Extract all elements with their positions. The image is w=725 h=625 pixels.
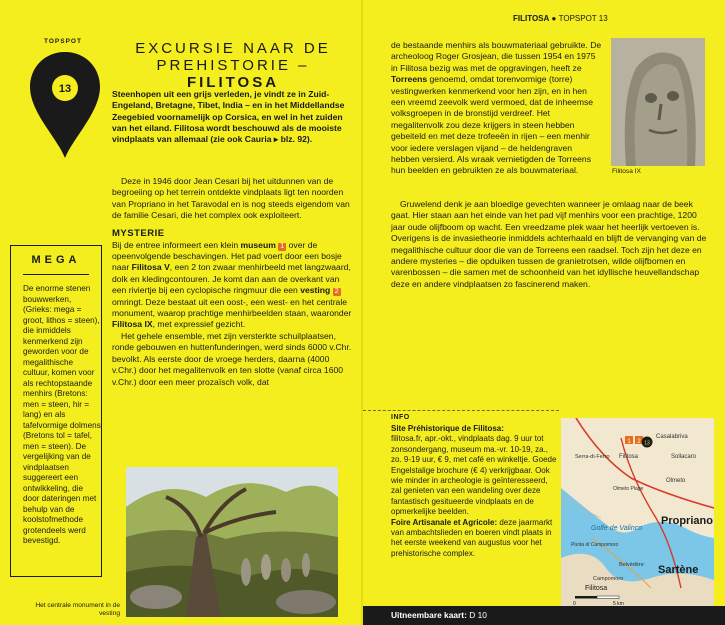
p2-filitosa-v: Filitosa V [131, 262, 170, 273]
r-p1-b: genoemd, omdat torenvormige (torre) vestingwerken kenmerkend voor hen zijn, en in hen een vreemd zeevolk werd vermoed, dat de inheemse volksgroepen in de bronstijd verdreef. Het megalitenvolk zou deze krijgers in steen hebben gebeiteld en met deze trofeeën in rijen – een menhir voor iedere verslagen vijand – de heldengraven hebben versierd. Als wraak vernietigden de Torreens hun beelden en gebruikten ze als bouwmateriaal. [391, 74, 594, 176]
map-marker-1-label: 1 [627, 439, 631, 445]
info-label: INFO [391, 414, 410, 421]
map-label-punta: Punta di Campomoro [571, 542, 619, 548]
map-label-serra-di-ferro: Serra-di-Ferro [575, 454, 610, 460]
header-place: FILITOSA [513, 14, 550, 23]
r-paragraph-1 [391, 40, 603, 177]
mega-text: De enorme stenen bouwwerken, (Grieks: mega = groot, lithos = steen), die inmiddels kenmerkend zijn geworden voor de megalithische cultuur, komen voor als rechtopstaande menhirs (Bretons: men = steen, hir = lang) en als tafelvormige dolmens (Bretons tol = tafel, men = steen). De vergelijking van de vindplaatsen suggereert een ontwikkeling, die door dateringen met behulp van de koolstofmethode grotendeels werd bevestigd. [23, 284, 101, 545]
info-entry-1 [391, 424, 559, 518]
location-pin-icon: ● [551, 14, 557, 23]
mega-sidebar-box [10, 245, 102, 577]
info-heading-1: Site Préhistorique de Filitosa: [391, 424, 504, 433]
p2-vesting: vesting [300, 285, 331, 296]
map-label-casalabriva: Casalabriva [656, 434, 688, 440]
map-reference-bar [363, 606, 725, 625]
title-line-1: EXCURSIE NAAR DE [135, 40, 331, 57]
map-label-campomoro: Campomoro [593, 576, 624, 582]
map-reference-label: Uitneembare kaart: [391, 610, 467, 620]
topspot-number: 13 [58, 83, 72, 95]
info-body-2: deze jaarmarkt van ambachtslieden en boeren vindt plaats in het eerste weekend van augustus voor het prehistorische complex. [391, 517, 553, 558]
mega-divider [23, 274, 89, 275]
map-marker-2-label: 2 [637, 439, 641, 445]
map-scale-5: 5 km [613, 601, 624, 606]
map-label-belvedere: Belvédère [619, 562, 644, 568]
info-heading-2: Foire Artisanale et Agricole: [391, 517, 498, 527]
running-header [513, 14, 608, 23]
topspot-label: TOPSPOT [44, 38, 82, 45]
article-body-right-bottom [391, 199, 711, 290]
mega-title: MEGA [31, 254, 81, 266]
monument-photo [126, 467, 338, 617]
r-p1-a: de bestaande menhirs als bouwmateriaal gebruikte. De archeoloog Roger Grosjean, die tussen 1954 en 1975 in Filitosa bezig was met de opgravingen, heeft ze [391, 40, 602, 73]
p2-filitosa-ix: Filitosa IX [112, 319, 153, 330]
right-page [363, 0, 725, 625]
map-reference-value: D 10 [466, 610, 487, 620]
photo-caption: Het centrale monument in de vesting [35, 602, 120, 617]
topspot-pin-icon [27, 50, 103, 160]
page-title [123, 40, 343, 91]
map-label-sollacaro: Sollacaro [671, 454, 697, 460]
left-page [0, 0, 362, 625]
map-label-filitosa-top: Filitosa [619, 454, 639, 460]
p2-text-e: , met expressief gezicht. [152, 319, 246, 330]
map-marker-1: 1 [278, 243, 286, 251]
p2-text-d: omringt. Deze bestaat uit een oost-, een west- en het centrale monument, waarop prachtige menhirbeelden staan, waaronder [112, 296, 352, 319]
map-label-sartene: Sartène [658, 564, 699, 576]
map-label-propriano: Propriano [661, 515, 713, 527]
article-body-left [112, 176, 352, 388]
paragraph-3: Het gehele ensemble, met zijn versterkte schuilplaatsen, ronde gebouwen en huttenfunderingen, werd sinds 6000 v.Chr. bevolkt. Als eerste door de vroege herders, daarna (4000 v.Chr.) door het megalitenvolk en ten slotte (vanaf circa 1600 v.Chr.) door een meer prozaïsch volk, dat [112, 330, 352, 387]
info-entry-2 [391, 518, 559, 560]
paragraph-2 [112, 240, 352, 331]
map-reference [391, 610, 487, 620]
map-label-golfe: Golfe de Valinco [591, 525, 643, 532]
article-body-right-top [391, 40, 603, 177]
map-label-olmeto-plage: Olmeto Plage [613, 486, 644, 492]
header-topspot: TOPSPOT 13 [558, 14, 608, 23]
menhir-head-photo [611, 38, 705, 166]
p2-text-b: over de opeenvolgende beschavingen. Het pad voert door een bosje naar [112, 239, 342, 273]
info-divider [363, 410, 559, 411]
map-label-filitosa-bottom: Filitosa [585, 585, 608, 592]
info-text [391, 424, 559, 559]
subheading-mysterie: MYSTERIE [112, 227, 165, 239]
p2-museum: museum [240, 239, 276, 250]
paragraph-1: Deze in 1946 door Jean Cesari bij het uitdunnen van de begroeiing op het terrein ontdekte vindplaats ligt ten noorden van Propriano in het Taravodal en is nog steeds eigendom van de familie Cesari, die het complex ook exploiteert. [112, 176, 350, 221]
map-topspot-number: 13 [644, 440, 650, 447]
map-label-olmeto: Olmeto [666, 478, 686, 484]
map-scale-0: 0 [573, 601, 576, 606]
r-paragraph-3: Overigens is de invasietheorie inmiddels achterhaald en blijft de vervanging van de megalithische cultuur door die van de Torreens een raadsel. Toch zijn het deze en andere mysteries – die opduiken tussen de granietrotsen, wilde olijfbomen en varenbossen – die samen met de schoonheid van het idyllische heuvellandschap deze en andere vindplaatsen zo fascinerend maken. [391, 233, 707, 289]
intro-paragraph: Steenhopen uit een grijs verleden, je vindt ze in Zuid-Engeland, Bretagne, Tibet, India – en in het Middellandse Zeegebied voornamelijk op Corsica, en wel in het zuiden van het eiland. Filitosa wordt beschouwd als de mooiste vindplaats van allemaal (zie ook Cauria ▸ blz. 92). [112, 89, 345, 145]
title-line-2 [123, 57, 343, 91]
map-marker-2: 2 [333, 288, 341, 296]
info-body-1: filitosa.fr, apr.-okt., vindplaats dag. 9 uur tot zonsondergang, museum ma.-vr. 10-19, za., zo. 9-19 uur, € 9, met café en winkeltje. Goede Engelstalige brochure (€ 4) verkrijgbaar. Ook wie minder in archeologie is geïnteresseerd, zal genieten van een wandeling over deze fantastisch gesitueerde vindplaats en de opmerkelijke beelden. [391, 434, 557, 517]
r-p1-torreens: Torreens [391, 74, 428, 85]
p2-text-a: Bij de entree informeert een klein [112, 239, 241, 250]
area-map [561, 418, 714, 606]
title-plain: PREHISTORIE – [156, 57, 310, 74]
menhir-photo-caption: Filitosa IX [612, 168, 641, 175]
p2-text-c: , een 2 ton zwaar menhirbeeld met langzwaard, dolk en kledingcontouren. Je komt dan aan de overkant van een riviertje bij een cyclopische ringmuur die een [112, 262, 351, 296]
title-bold: FILITOSA [186, 74, 280, 91]
r-paragraph-2: Gruwelend denk je aan bloedige gevechten wanneer je omlaag naar de beek gaat. Hier staan aan het einde van het pad vijf menhirs voor een prachtige, 1200 jaar oude olijfboom op wacht. Een vreedzame plek waar het heerlijk vertoeven is. [391, 199, 700, 232]
